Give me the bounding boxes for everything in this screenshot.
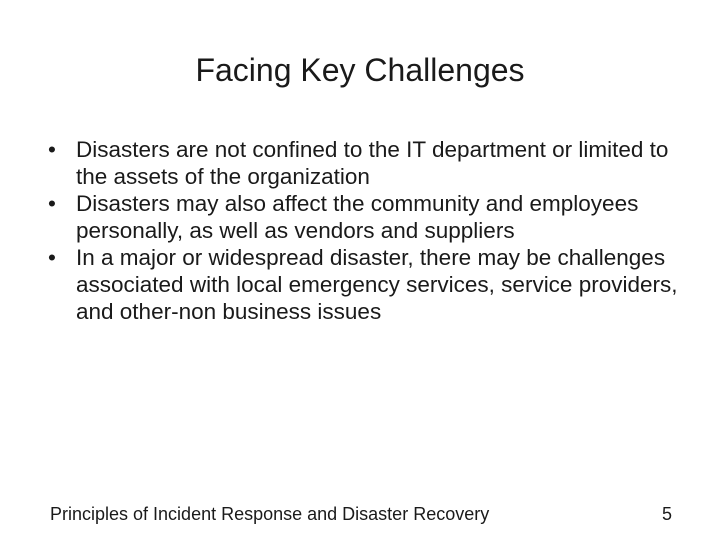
bullet-item bbox=[48, 136, 688, 190]
page-number: 5 bbox=[661, 504, 672, 524]
bullet-text: Disasters may also affect the community and employees personally, as well as vendors and suppliers bbox=[76, 191, 639, 243]
slide-title: Facing Key Challenges bbox=[195, 52, 525, 88]
slide-footer: Principles of Incident Response and Disaster Recovery bbox=[50, 504, 490, 524]
bullet-item bbox=[48, 190, 688, 244]
bullet-dot-icon: • bbox=[48, 245, 56, 270]
bullet-list bbox=[48, 136, 688, 325]
bullet-dot-icon: • bbox=[48, 191, 56, 216]
bullet-dot-icon: • bbox=[48, 137, 56, 162]
bullet-text: In a major or widespread disaster, there may be challenges associated with local emergency services, service providers, and other-non business issues bbox=[76, 245, 678, 324]
bullet-text: Disasters are not confined to the IT department or limited to the assets of the organization bbox=[76, 137, 669, 189]
bullet-item bbox=[48, 244, 688, 325]
